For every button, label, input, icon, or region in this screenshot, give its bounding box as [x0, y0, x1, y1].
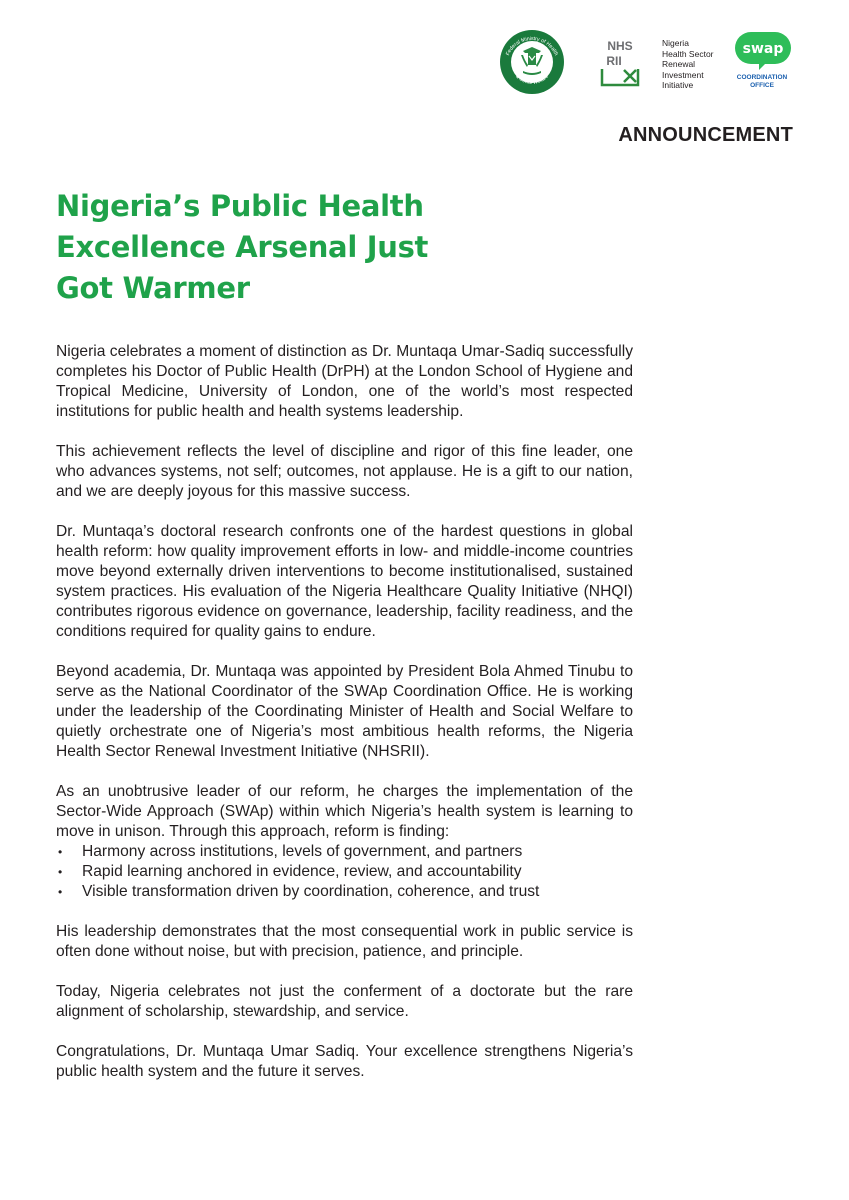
nhsrii-logo: [600, 38, 715, 88]
announcement-body: [56, 342, 633, 1102]
nhsrii-line: Health Sector: [662, 48, 714, 59]
nhsrii-line: Investment: [662, 69, 704, 80]
headline-line: Excellence Arsenal Just: [56, 230, 429, 264]
announcement-label: ANNOUNCEMENT: [618, 124, 793, 146]
bullet-icon: •: [58, 885, 63, 899]
svg-text:NHS: NHS: [607, 39, 633, 53]
paragraph: Today, Nigeria celebrates not just the conferment of a doctorate but the rare alignment of scholarship, stewardship, and service.: [56, 983, 633, 1020]
paragraph: Beyond academia, Dr. Muntaqa was appointed by President Bola Ahmed Tinubu to serve as the National Coordinator of the SWAp Coordination Office. He is working under the leadership of the Coordinating Minister of Health and Social Welfare to quietly orchestrate one of Nigeria’s most ambitious health reforms, the Nigeria Health Sector Renewal Investment Initiative (NHSRII).: [56, 663, 633, 760]
svg-text:RII: RII: [606, 54, 622, 68]
paragraph: Nigeria celebrates a moment of distinction as Dr. Muntaqa Umar-Sadiq successfully completes his Doctor of Public Health (DrPH) at the London School of Hygiene and Tropical Medicine, University of London, one of the world’s most respected institutions for public health and health systems leadership.: [56, 343, 633, 420]
bullet-icon: •: [58, 845, 63, 859]
list-item-text: Visible transformation driven by coordination, coherence, and trust: [82, 883, 540, 900]
nhsrii-line: Initiative: [662, 80, 694, 90]
nhsrii-line: Renewal: [662, 59, 696, 69]
svg-text:swap: swap: [742, 41, 784, 57]
headline-line: Got Warmer: [56, 271, 250, 305]
list-item-text: Rapid learning anchored in evidence, review, and accountability: [82, 863, 522, 880]
swap-speech-bubble-icon: [735, 30, 791, 70]
swap-caption: [731, 74, 793, 90]
paragraph: As an unobtrusive leader of our reform, he charges the implementation of the Sector-Wide Approach (SWAp) within which Nigeria’s health system is learning to move in unison. Through this approach, reform is finding:: [56, 783, 633, 840]
list-item: [56, 882, 633, 902]
paragraph: This achievement reflects the level of discipline and rigor of this fine leader, one who advances systems, not self; outcomes, not applause. He is a gift to our nation, and we are deeply joyous for this massive success.: [56, 443, 633, 500]
reform-outcomes-list: [56, 842, 633, 902]
svg-text:Federal Ministry of Health: Federal Ministry of Health: [505, 35, 559, 57]
bullet-icon: •: [58, 865, 63, 879]
headline-line: Nigeria’s Public Health: [56, 189, 424, 223]
list-item: [56, 862, 633, 882]
svg-text:& Social Welfare: & Social Welfare: [514, 73, 550, 86]
nhsrii-wordmark: [662, 38, 722, 91]
ministry-seal-icon: [499, 29, 565, 95]
paragraph: His leadership demonstrates that the most consequential work in public service is often done without noise, but with precision, patience, and principle.: [56, 923, 633, 960]
list-item: [56, 842, 633, 862]
swap-caption-line: OFFICE: [750, 82, 774, 89]
headline: [56, 186, 476, 309]
nhsrii-mark-icon: [600, 38, 640, 88]
swap-coordination-office-logo: [731, 30, 793, 96]
nhsrii-line: Nigeria: [662, 38, 689, 48]
paragraph: Congratulations, Dr. Muntaqa Umar Sadiq. Your excellence strengthens Nigeria’s public health system and the future it serves.: [56, 1043, 633, 1080]
ministry-of-health-logo: [499, 29, 565, 95]
swap-caption-line: COORDINATION: [736, 74, 788, 81]
list-item-text: Harmony across institutions, levels of government, and partners: [82, 843, 523, 860]
paragraph: Dr. Muntaqa’s doctoral research confronts one of the hardest questions in global health reform: how quality improvement efforts in low- and middle-income countries move beyond externally driven interventions to become institutionalised, sustained system practices. His evaluation of the Nigeria Healthcare Quality Initiative (NHQI) contributes rigorous evidence on governance, leadership, facility readiness, and the conditions required for quality gains to endure.: [56, 523, 633, 640]
